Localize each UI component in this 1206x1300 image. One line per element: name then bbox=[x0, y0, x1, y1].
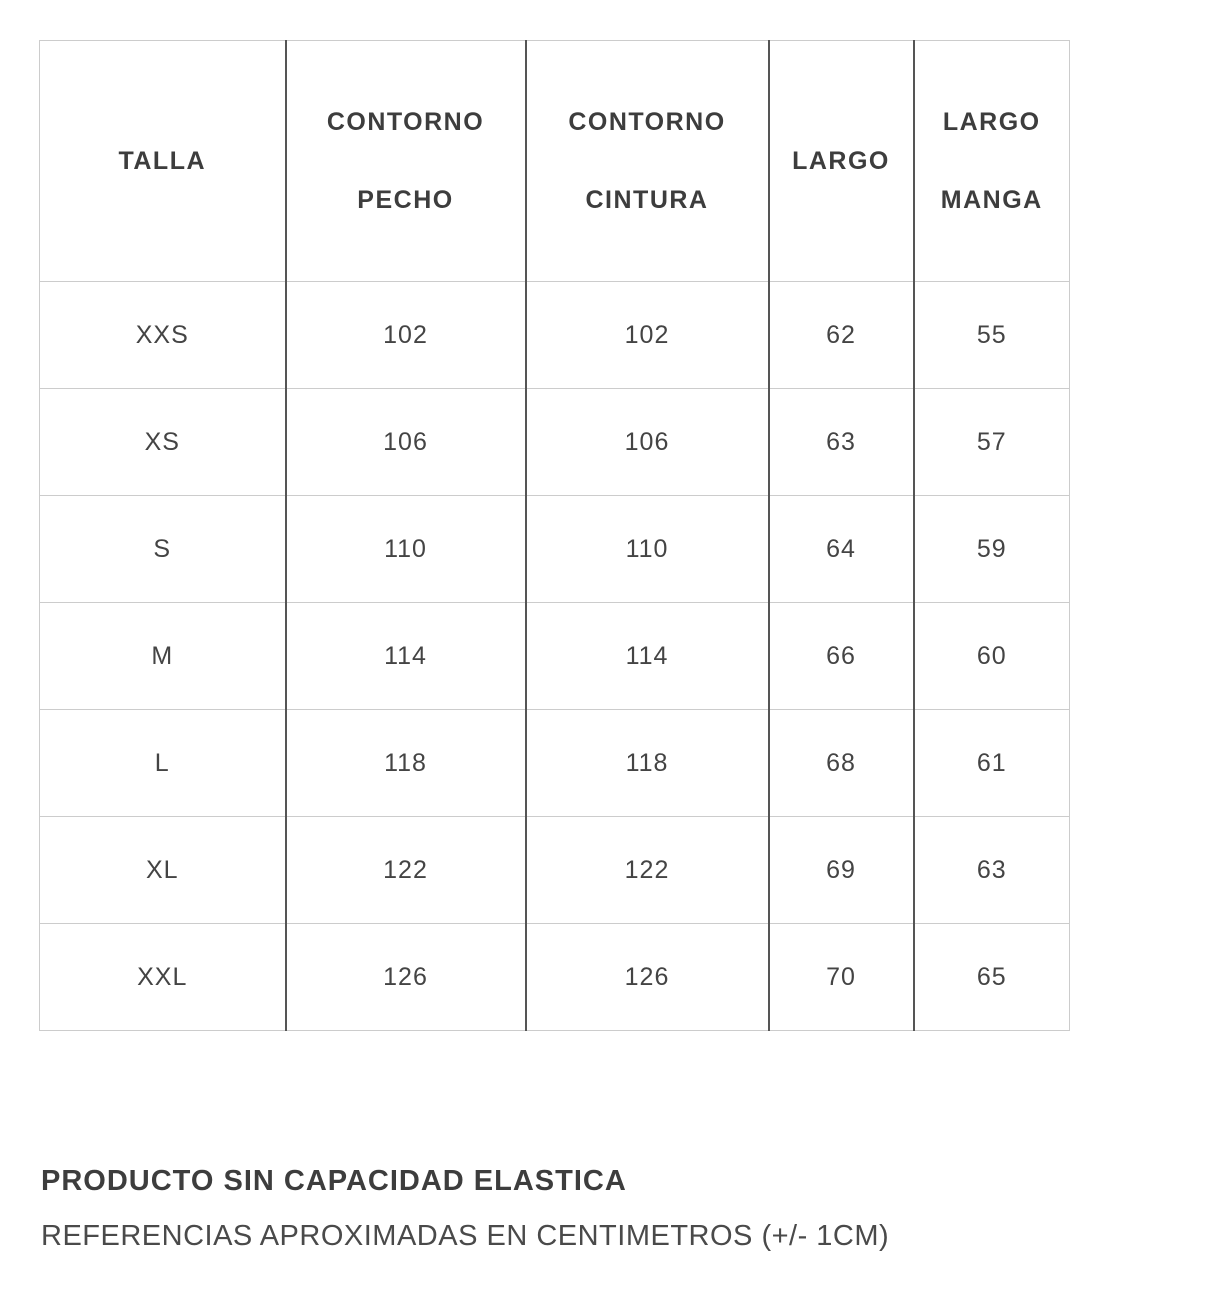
cell-largo-manga: 60 bbox=[914, 603, 1070, 710]
cell-talla: XXS bbox=[40, 282, 286, 389]
table-row-xxs bbox=[40, 282, 1070, 389]
cell-contorno-pecho: 114 bbox=[286, 603, 526, 710]
cell-talla: S bbox=[40, 496, 286, 603]
header-largo-manga-line2: MANGA bbox=[940, 186, 1043, 214]
cell-largo: 70 bbox=[769, 924, 914, 1031]
cell-largo: 62 bbox=[769, 282, 914, 389]
cell-talla: XXL bbox=[40, 924, 286, 1031]
cell-contorno-pecho: 122 bbox=[286, 817, 526, 924]
cell-contorno-cintura: 118 bbox=[526, 710, 769, 817]
table-row-s bbox=[40, 496, 1070, 603]
header-largo bbox=[769, 41, 914, 282]
header-contorno-cintura-line1: CONTORNO bbox=[568, 108, 726, 136]
header-contorno-pecho-line1: CONTORNO bbox=[326, 108, 485, 136]
header-largo-line: LARGO bbox=[792, 147, 890, 175]
cell-contorno-cintura: 110 bbox=[526, 496, 769, 603]
size-notes bbox=[41, 1165, 889, 1253]
size-chart-table bbox=[39, 40, 1070, 1031]
header-contorno-pecho-line2: PECHO bbox=[357, 186, 454, 214]
header-talla bbox=[40, 41, 286, 282]
cell-largo-manga: 61 bbox=[914, 710, 1070, 817]
cell-largo-manga: 55 bbox=[914, 282, 1070, 389]
cell-contorno-cintura: 126 bbox=[526, 924, 769, 1031]
cell-talla: L bbox=[40, 710, 286, 817]
cell-contorno-pecho: 126 bbox=[286, 924, 526, 1031]
table-row-xxl bbox=[40, 924, 1070, 1031]
cell-contorno-cintura: 102 bbox=[526, 282, 769, 389]
table-row-m bbox=[40, 603, 1070, 710]
cell-largo-manga: 57 bbox=[914, 389, 1070, 496]
cell-contorno-pecho: 102 bbox=[286, 282, 526, 389]
cell-largo-manga: 63 bbox=[914, 817, 1070, 924]
cell-contorno-cintura: 122 bbox=[526, 817, 769, 924]
header-row bbox=[40, 41, 1070, 282]
cell-largo: 68 bbox=[769, 710, 914, 817]
cell-largo: 63 bbox=[769, 389, 914, 496]
header-contorno-cintura-line2: CINTURA bbox=[585, 186, 709, 214]
cell-largo-manga: 65 bbox=[914, 924, 1070, 1031]
header-largo-manga bbox=[914, 41, 1070, 282]
cell-contorno-cintura: 106 bbox=[526, 389, 769, 496]
note-measurements: REFERENCIAS APROXIMADAS EN CENTIMETROS (+/- 1CM) bbox=[41, 1220, 890, 1252]
table-row-l bbox=[40, 710, 1070, 817]
cell-contorno-pecho: 106 bbox=[286, 389, 526, 496]
cell-talla: XS bbox=[40, 389, 286, 496]
cell-contorno-cintura: 114 bbox=[526, 603, 769, 710]
cell-contorno-pecho: 110 bbox=[286, 496, 526, 603]
cell-largo: 69 bbox=[769, 817, 914, 924]
cell-largo: 66 bbox=[769, 603, 914, 710]
table-row-xl bbox=[40, 817, 1070, 924]
cell-contorno-pecho: 118 bbox=[286, 710, 526, 817]
table-row-xs bbox=[40, 389, 1070, 496]
cell-largo: 64 bbox=[769, 496, 914, 603]
header-contorno-pecho bbox=[286, 41, 526, 282]
header-largo-manga-line1: LARGO bbox=[942, 108, 1041, 136]
note-elasticity: PRODUCTO SIN CAPACIDAD ELASTICA bbox=[41, 1165, 627, 1197]
cell-talla: M bbox=[40, 603, 286, 710]
cell-talla: XL bbox=[40, 817, 286, 924]
cell-largo-manga: 59 bbox=[914, 496, 1070, 603]
header-talla-line: TALLA bbox=[118, 147, 207, 175]
header-contorno-cintura bbox=[526, 41, 769, 282]
